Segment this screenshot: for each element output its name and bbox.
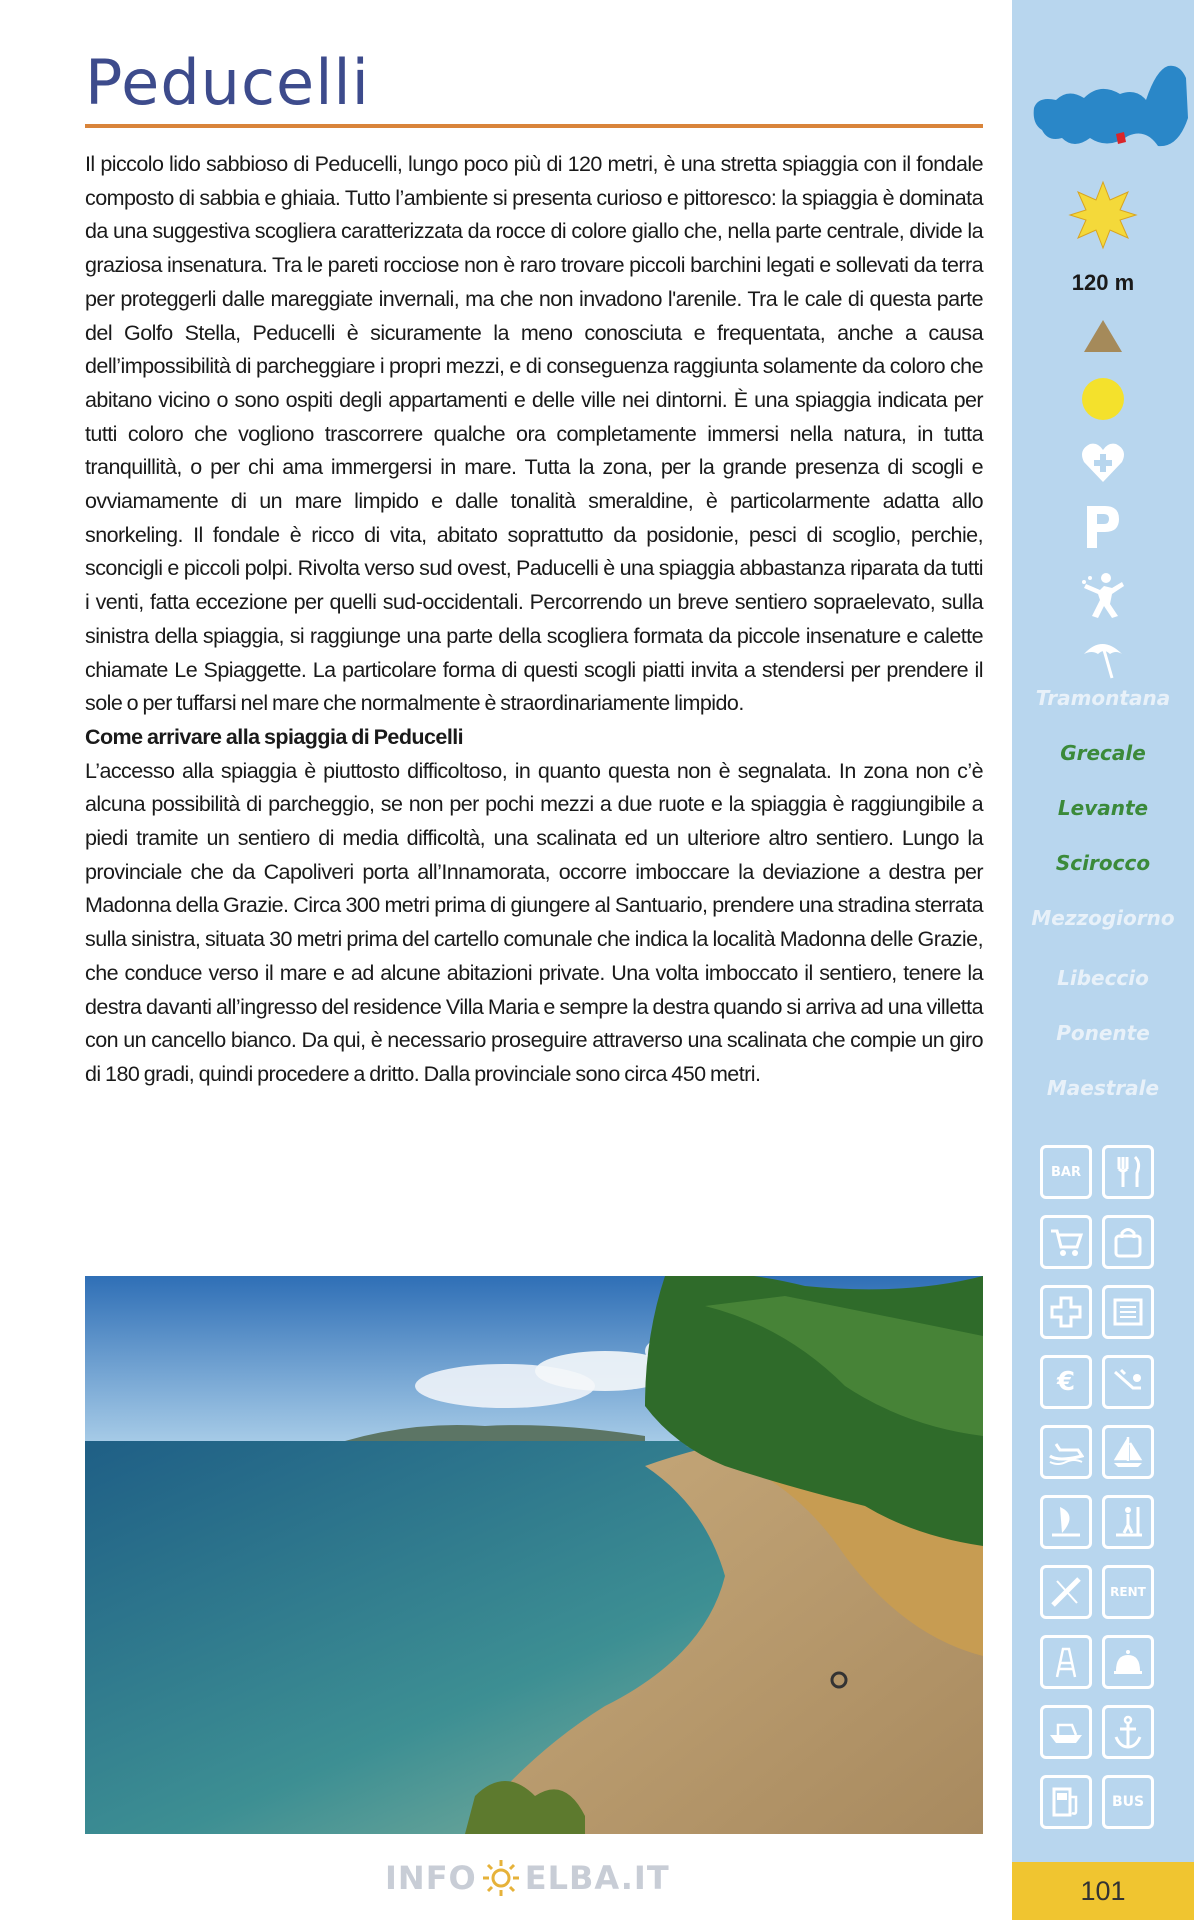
- sun-logo-icon: [481, 1858, 521, 1898]
- diving-icon: [1102, 1355, 1154, 1409]
- bus-icon: BUS: [1102, 1775, 1154, 1829]
- anchor-icon: [1102, 1705, 1154, 1759]
- elba-map-icon: [1028, 58, 1194, 158]
- bar-icon: BAR: [1040, 1145, 1092, 1199]
- wind-mezzogiorno: Mezzogiorno: [1031, 906, 1175, 930]
- wind-maestrale: Maestrale: [1046, 1076, 1160, 1100]
- fuel-station-icon: [1040, 1775, 1092, 1829]
- shopping-bag-icon: [1102, 1215, 1154, 1269]
- title-divider: [85, 124, 983, 128]
- sup-paddle-icon: [1102, 1495, 1154, 1549]
- jet-ski-icon: [1040, 1425, 1092, 1479]
- directions-paragraph: L’accesso alla spiaggia è piuttosto difficoltoso, in quanto questa non è segnalata. In zona non c’è alcuna possibilità di parcheggio, se non per pochi mezzi a due ruote e la spiaggia è raggiungibile a piedi tramite un sentiero di media difficoltà, una scalinata ed un ulteriore altro sentiero. Lungo la provinciale che da Capoliveri porta all’Innamorata, occorre imboccare la deviazione a destra per Madonna della Grazie. Circa 300 metri prima di giungere al Santuario, prendere una stradina sterrata sulla sinistra, situata 30 metri prima del cartello comunale che indica la località Madonna delle Grazie, che conduce verso il mare e ad alcune abitazioni private. Una volta imboccato il sentiero, tenere la destra davanti all’ingresso del residence Villa Maria e sempre la destra quando si arriva ad una villetta con un cancello bianco. Da qui, è necessario proseguire attraverso una scalinata che compie un giro di 180 gradi, quindi procedere a dritto. Dalla provinciale sono circa 450 metri.: [85, 758, 983, 1086]
- umbrella-icon: [1080, 638, 1126, 680]
- rent-icon: RENT: [1102, 1565, 1154, 1619]
- sun-exposure-icon: [1068, 180, 1138, 250]
- beach-photo-illustration: [85, 1276, 983, 1834]
- wind-tramontana: Tramontana: [1035, 686, 1171, 710]
- lifeguard-tower-icon: [1040, 1635, 1092, 1689]
- restaurant-icon: [1102, 1145, 1154, 1199]
- page-number: 101: [1012, 1862, 1194, 1920]
- children-friendly-icon: [1078, 570, 1128, 620]
- wind-levante: Levante: [1057, 796, 1149, 820]
- atm-euro-icon: €: [1040, 1355, 1092, 1409]
- beach-photo: [85, 1276, 983, 1834]
- page-title: Peducelli: [85, 46, 370, 119]
- sand-pebble-icon: [1082, 318, 1124, 354]
- wind-ponente: Ponente: [1056, 1021, 1150, 1045]
- directions-heading: Come arrivare alla spiaggia di Peducelli: [85, 724, 464, 749]
- wind-scirocco: Scirocco: [1055, 851, 1151, 875]
- wind-grecale: Grecale: [1060, 741, 1146, 765]
- wind-libeccio: Libeccio: [1057, 966, 1149, 990]
- yellow-flag-icon: [1080, 376, 1126, 422]
- pharmacy-cross-icon: [1040, 1285, 1092, 1339]
- sailing-icon: [1102, 1425, 1154, 1479]
- logo-text-right: ELBA.IT: [524, 1859, 670, 1897]
- beach-length: 120 m: [1071, 270, 1135, 295]
- first-aid-heart-icon: [1080, 440, 1126, 484]
- parking-icon: [1083, 502, 1123, 550]
- boat-rental-icon: [1040, 1705, 1092, 1759]
- footer-logo[interactable]: [385, 1858, 670, 1898]
- supermarket-cart-icon: [1040, 1215, 1092, 1269]
- article-body: [85, 148, 983, 1092]
- windsurf-icon: [1040, 1495, 1092, 1549]
- logo-text-left: INFO: [385, 1859, 477, 1897]
- kayak-icon: [1040, 1565, 1092, 1619]
- newspaper-icon: [1102, 1285, 1154, 1339]
- bell-service-icon: [1102, 1635, 1154, 1689]
- description-paragraph: Il piccolo lido sabbioso di Peducelli, lungo poco più di 120 metri, è una stretta spiaggia con il fondale composto di sabbia e ghiaia. Tutto l’ambiente si presenta curioso e pittoresco: la spiaggia è dominata da una suggestiva scogliera caratterizzata da rocce di colore giallo che, nella parte centrale, divide la graziosa insenatura. Tra le pareti rocciose non è raro trovare piccoli barchini legati e sollevati da terra per proteggerli dalle mareggiate invernali, ma che non invadono l'arenile. Tra le cale di questa parte del Golfo Stella, Peducelli è sicuramente la meno conosciuta e frequentata, anche a causa dell’impossibilità di parcheggiare i propri mezzi, e di conseguenza raggiunta solamente da coloro che abitano vicino o sono ospiti degli appartamenti e delle ville nei dintorni. È una spiaggia indicata per tutti coloro che vogliono trascorrere qualche ora completamente immersi nella natura, in tutta tranquillità, o per chi ama immergersi in mare. Tutta la zona, per la grande presenza di scogli e ovviamamente di un mare limpido e dalle tonalità smeraldine, è particolarmente adatta allo snorkeling. Il fondale è ricco di vita, abitato soprattutto da posidonie, pesci di scoglio, perchie, sconcigli e piccoli polpi. Rivolta verso sud ovest, Paducelli è una spiaggia abbastanza riparata da tutti i venti, fatta eccezione per quelli sud-occidentali. Percorrendo un breve sentiero sopraelevato, sulla sinistra della spiaggia, si raggiunge una parte della scogliera formata da piccole insenature e calette chiamate Le Spiaggette. La particolare forma di questi scogli piatti invita a stendersi per prendere il sole o per tuffarsi nel mare che normalmente è straordinariamente limpido.: [85, 152, 983, 716]
